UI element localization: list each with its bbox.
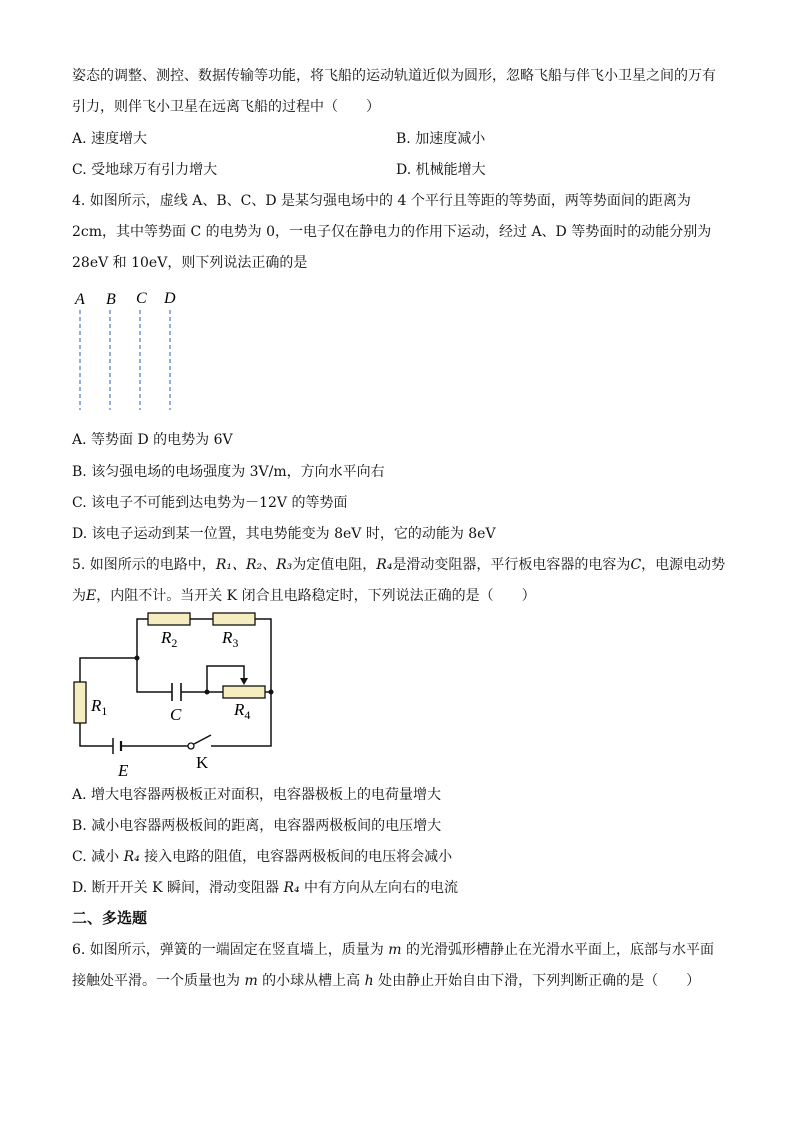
q6-text-part: 6. 如图所示，弹簧的一端固定在竖直墙上，质量为 [72,942,389,958]
label-r4: $R_4$ [234,700,251,722]
wire-left-top [80,658,137,682]
label-e: E [118,761,129,780]
label-k: K [196,753,209,772]
q4-option-b: B. 该匀强电场的电场强度为 3V/m，方向水平向右 [72,464,385,480]
label-a: A [75,291,85,308]
q5-text-part: ，内阻不计。当开关 K 闭合且电路稳定时，下列说法正确的是（ ） [96,588,536,604]
q5-var-e: E [86,588,97,604]
q3-option-b: B. 加速度减小 [396,131,486,147]
wire-left-bottom [80,723,113,746]
q6-text-part: 的光滑弧形槽静止在光滑水平面上，底部与水平面 [401,942,714,958]
q5-option-d-text: D. 断开开关 K 瞬间，滑动变阻器 [72,880,284,896]
wire-top-right [255,619,271,692]
q6-var-m: m [388,942,402,958]
q5-text-part: 是滑动变阻器，平行板电容器的电容为 [392,557,631,573]
wire-capacitor-branch [137,658,172,692]
label-d: D [164,290,176,307]
switch-lever [194,735,211,744]
slider-arrow [240,678,248,685]
q6-text-part: 的小球从槽上高 [257,973,365,989]
q6-text-part: 接触处平滑。一个质量也为 [72,973,245,989]
q5-option-c-var: R₄ [123,849,140,865]
q5-var-c: C [630,557,642,573]
q5-stem-line2 [72,586,536,606]
q5-option-d-text: 中有方向从左向右的电流 [299,880,459,896]
q5-option-c-text: C. 减小 [72,849,124,865]
label-r3: $R_3$ [222,628,239,650]
label-r1: $R_1$ [91,696,108,718]
q3-option-a: A. 速度增大 [72,131,148,147]
q4-stem-line2: 2cm，其中等势面 C 的电势为 0，一电子仅在静电力的作用下运动，经过 A、D 等势面时的动能分别为 [72,224,712,240]
wire-top-left [137,619,148,658]
q5-var-r4: R₄ [376,557,393,573]
q3-option-c: C. 受地球万有引力增大 [72,162,218,178]
q6-var-m: m [244,973,258,989]
q5-text-part: 为 [72,588,86,604]
circuit-diagram [66,608,286,780]
q3-stem-line2: 引力，则伴飞小卫星在远离飞船的过程中（ ） [72,99,380,115]
resistor-r2 [148,613,190,625]
q5-option-b: B. 减小电容器两极板间的距离，电容器两极板间的电压增大 [72,818,442,834]
q4-option-c: C. 该电子不可能到达电势为－12V 的等势面 [72,495,348,511]
label-c: C [136,290,147,307]
rheostat-r4 [223,686,265,698]
q3-stem-line1: 姿态的调整、测控、数据传输等功能，将飞船的运动轨道近似为圆形，忽略飞船与伴飞小卫星之间的万有 [72,68,716,84]
label-c: C [170,705,182,724]
equipotential-figure [70,286,190,416]
q6-stem-line1 [72,940,714,960]
junction-node [135,656,140,661]
resistor-r1 [74,682,86,723]
q4-stem-line1: 4. 如图所示，虚线 A、B、C、D 是某匀强电场中的 4 个平行且等距的等势面，两等势面间的距离为 [72,193,691,209]
q5-option-d-var: R₄ [283,880,300,896]
q5-option-a: A. 增大电容器两极板正对面积，电容器极板上的电荷量增大 [72,787,442,803]
q5-option-d [72,878,458,898]
resistor-r3 [213,613,255,625]
label-r2: $R_2$ [161,628,178,650]
q6-text-part: 处由静止开始自由下滑，下列判断正确的是（ ） [373,973,701,989]
q4-option-d: D. 该电子运动到某一位置，其电势能变为 8eV 时，它的动能为 8eV [72,526,496,542]
q5-stem-line1 [72,555,725,575]
q5-option-c-text: 接入电路的阻值，电容器两极板间的电压将会减小 [139,849,453,865]
q6-var-h: h [364,973,374,989]
q4-option-a: A. 等势面 D 的电势为 6V [72,432,233,448]
q5-var-r123: R₁、R₂、R₃ [215,557,293,573]
junction-node [269,690,274,695]
section-heading-multi-choice: 二、多选题 [72,909,148,927]
switch-pivot [188,743,194,749]
q5-text-part: 5. 如图所示的电路中， [72,557,216,573]
junction-node [205,690,210,695]
q5-text-part: 为定值电阻， [292,557,377,573]
q4-stem-line3: 28eV 和 10eV，则下列说法正确的是 [72,255,308,271]
label-b: B [106,291,116,308]
q5-option-c [72,847,452,867]
q5-text-part: ，电源电动势 [641,557,726,573]
q3-option-d: D. 机械能增大 [396,162,486,178]
q6-stem-line2 [72,971,700,991]
